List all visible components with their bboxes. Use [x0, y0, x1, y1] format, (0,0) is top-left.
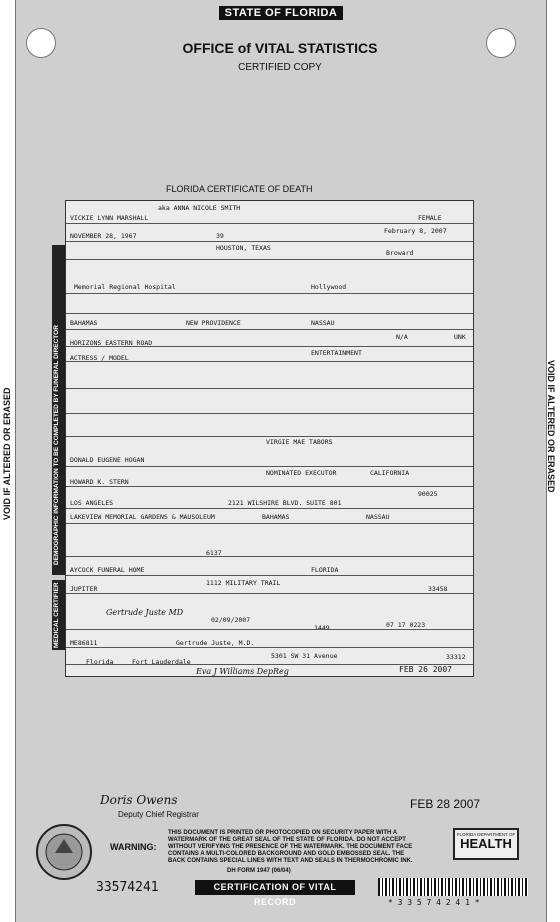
row-divider	[66, 575, 473, 576]
certification-banner: CERTIFICATION OF VITAL RECORD	[195, 880, 355, 895]
row-divider	[66, 413, 473, 414]
certifier-street: 5301 SW 31 Avenue	[271, 652, 338, 660]
certifier-signature: Gertrude Juste MD	[106, 608, 184, 617]
funeral-strip-label: DEMOGRAPHIC INFORMATION TO BE COMPLETED BY FUNERAL DIRECTOR	[53, 325, 60, 565]
residence-zip: N/A	[396, 333, 408, 341]
row-divider	[66, 329, 473, 330]
disposition-country: BAHAMAS	[262, 513, 290, 521]
form-number: DH FORM 1947 (06/04)	[227, 868, 291, 874]
registrar-signature: Eva J Williams DepReg	[196, 667, 289, 676]
decedent-name: VICKIE LYNN MARSHALL	[70, 214, 149, 222]
inside-limits: UNK	[454, 333, 466, 341]
row-divider	[66, 629, 473, 630]
license-number: 6137	[206, 549, 222, 557]
relationship: NOMINATED EXECUTOR	[266, 469, 337, 477]
row-divider	[66, 293, 473, 294]
health-logo-top: FLORIDA DEPARTMENT OF	[456, 832, 516, 837]
mother-name: VIRGIE MAE TABORS	[266, 438, 333, 446]
row-divider	[66, 223, 473, 224]
facility-name: Memorial Regional Hospital	[74, 283, 176, 291]
warning-label: WARNING:	[110, 842, 157, 852]
county-of-death: Broward	[386, 249, 414, 257]
time-of-death: 1449	[314, 624, 330, 632]
funeral-city: JUPITER	[70, 585, 98, 593]
health-logo-word: HEALTH	[460, 836, 512, 851]
row-divider	[66, 361, 473, 362]
row-divider	[66, 466, 473, 467]
funeral-zip: 33458	[428, 585, 448, 593]
row-divider	[66, 556, 473, 557]
date-of-death: February 8, 2007	[384, 227, 447, 235]
certifier-zip: 33312	[446, 653, 466, 661]
state-banner: STATE OF FLORIDA	[219, 6, 343, 20]
row-divider	[66, 523, 473, 524]
state-seal-icon	[35, 823, 93, 881]
deputy-title: Deputy Chief Registrar	[118, 810, 199, 819]
father-name: DONALD EUGENE HOGAN	[70, 456, 145, 464]
form-title: FLORIDA CERTIFICATE OF DEATH	[166, 184, 313, 194]
warning-text: THIS DOCUMENT IS PRINTED OR PHOTOCOPIED ON SECURITY PAPER WITH A WATERMARK OF THE GREAT SEAL OF THE STATE OF FLORIDA. DO NOT ACCEPT WITHOUT VERIFYING THE PRESENCE OF THE WATERMARK. THE DOCUMENT FACE CONTAINS A MULTI-COLORED BACKGROUND AND GOLD EMBOSSED SEAL. THE BACK CONTAINS SPECIAL LINES WITH TEXT AND SEALS IN THERMOCHROMIC INK.	[168, 830, 413, 864]
license-no: ME86811	[70, 639, 98, 647]
industry: ENTERTAINMENT	[311, 349, 362, 357]
row-divider	[66, 647, 473, 648]
city-of-death: Hollywood	[311, 283, 347, 291]
me-case-number: 07 17 0223	[386, 621, 426, 629]
row-divider	[66, 593, 473, 594]
barcode-text: * 3 3 5 7 4 2 4 1 *	[388, 898, 480, 907]
funeral-home: AYCOCK FUNERAL HOME	[70, 566, 145, 574]
filed-date: FEB 26 2007	[399, 665, 452, 674]
row-divider	[66, 436, 473, 437]
void-right: VOID IF ALTERED OR ERASED	[546, 360, 556, 493]
disposition-place: LAKEVIEW MEMORIAL GARDENS & MAUSOLEUM	[70, 513, 215, 521]
sex-value: FEMALE	[418, 214, 442, 222]
street-address: HORIZONS EASTERN ROAD	[70, 339, 153, 347]
certifier-city: Fort Lauderdale	[132, 658, 191, 666]
date-of-birth: NOVEMBER 28, 1967	[70, 232, 137, 240]
informant-state: CALIFORNIA	[370, 469, 410, 477]
disposition-city: NASSAU	[366, 513, 390, 521]
office-title: OFFICE of VITAL STATISTICS	[182, 40, 378, 56]
void-left: VOID IF ALTERED OR ERASED	[2, 387, 12, 520]
registrar-signature-footer: Doris Owens	[100, 793, 178, 807]
informant-city: LOS ANGELES	[70, 499, 114, 507]
row-divider	[66, 241, 473, 242]
occupation: ACTRESS / MODEL	[70, 354, 129, 362]
informant-zip: 90025	[418, 490, 438, 498]
residence-county: NEW PROVIDENCE	[186, 319, 241, 327]
serial-number: 33574241	[96, 880, 159, 895]
row-divider	[66, 388, 473, 389]
funeral-state: FLORIDA	[311, 566, 339, 574]
certifier-name: Gertrude Juste, M.D.	[176, 639, 255, 647]
row-divider	[66, 346, 473, 347]
row-divider	[66, 486, 473, 487]
certifier-state: Florida	[86, 658, 114, 666]
row-divider	[66, 313, 473, 314]
funeral-street: 1112 MILITARY TRAIL	[206, 579, 281, 587]
birthplace: HOUSTON, TEXAS	[216, 244, 271, 252]
aka-name: aka ANNA NICOLE SMITH	[158, 204, 241, 212]
health-logo	[453, 828, 519, 860]
residence-state: BAHAMAS	[70, 319, 98, 327]
row-divider	[66, 508, 473, 509]
medical-strip-label: MEDICAL CERTIFIER	[53, 582, 60, 648]
residence-city: NASSAU	[311, 319, 335, 327]
death-certificate-form	[65, 184, 474, 677]
signed-date: 02/09/2007	[211, 616, 251, 624]
informant-street: 2121 WILSHIRE BLVD. SUITE 801	[228, 499, 342, 507]
issue-date: FEB 28 2007	[410, 797, 481, 811]
age-value: 39	[216, 232, 224, 240]
certified-copy: CERTIFIED COPY	[238, 62, 322, 73]
informant-name: HOWARD K. STERN	[70, 478, 129, 486]
row-divider	[66, 259, 473, 260]
barcode	[378, 878, 528, 896]
